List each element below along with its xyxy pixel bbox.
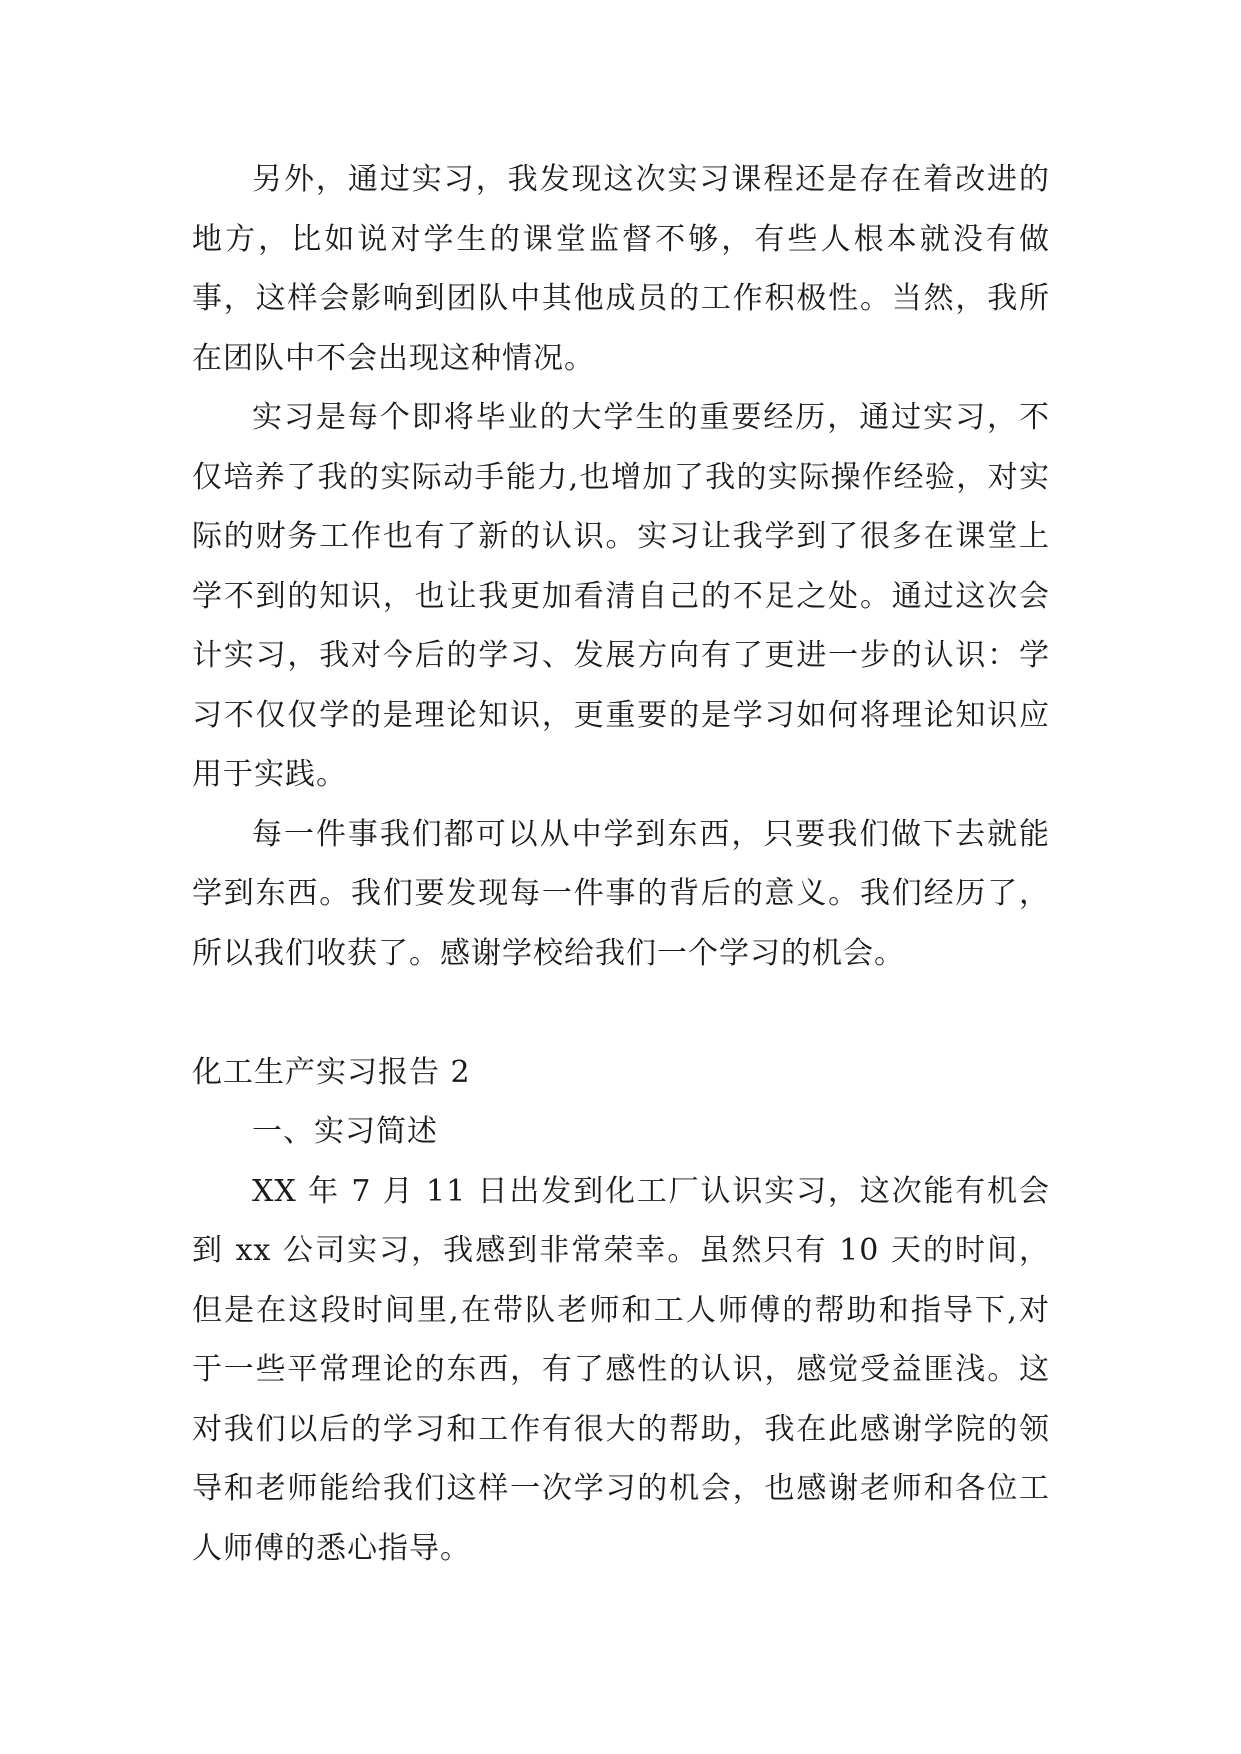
document-body	[192, 150, 1050, 1578]
sub-heading: 一、实习简述	[252, 1114, 438, 1149]
paragraph-internship-experience: 实习是每个即将毕业的大学生的重要经历，通过实习，不仅培养了我的实际动手能力,也增加了我的实际操作经验，对实际的财务工作也有了新的认识。实习让我学到了很多在课堂上学不到的知识，也让我更加看清自己的不足之处。通过这次会计实习，我对今后的学习、发展方向有了更进一步的认识：学习不仅仅学的是理论知识，更重要的是学习如何将理论知识应用于实践。	[192, 400, 1050, 792]
paragraph-conclusion: 每一件事我们都可以从中学到东西，只要我们做下去就能学到东西。我们要发现每一件事的背后的意义。我们经历了，所以我们收获了。感谢学校给我们一个学习的机会。	[192, 816, 1050, 971]
section-title: 化工生产实习报告 2	[192, 1054, 471, 1090]
paragraph-improvement: 另外，通过实习，我发现这次实习课程还是存在着改进的地方，比如说对学生的课堂监督不够，有些人根本就没有做事，这样会影响到团队中其他成员的工作积极性。当然，我所在团队中不会出现这种情况。	[192, 162, 1050, 376]
paragraph-overview: XX 年 7 月 11 日出发到化工厂认识实习，这次能有机会到 xx 公司实习，我感到非常荣幸。虽然只有 10 天的时间，但是在这段时间里,在带队老师和工人师傅的帮助和指导下,对于一些平常理论的东西，有了感性的认识，感觉受益匪浅。这对我们以后的学习和工作有很大的帮助，我在此感谢学院的领导和老师能给我们这样一次学习的机会，也感谢老师和各位工人师傅的悉心指导。	[192, 1173, 1050, 1566]
